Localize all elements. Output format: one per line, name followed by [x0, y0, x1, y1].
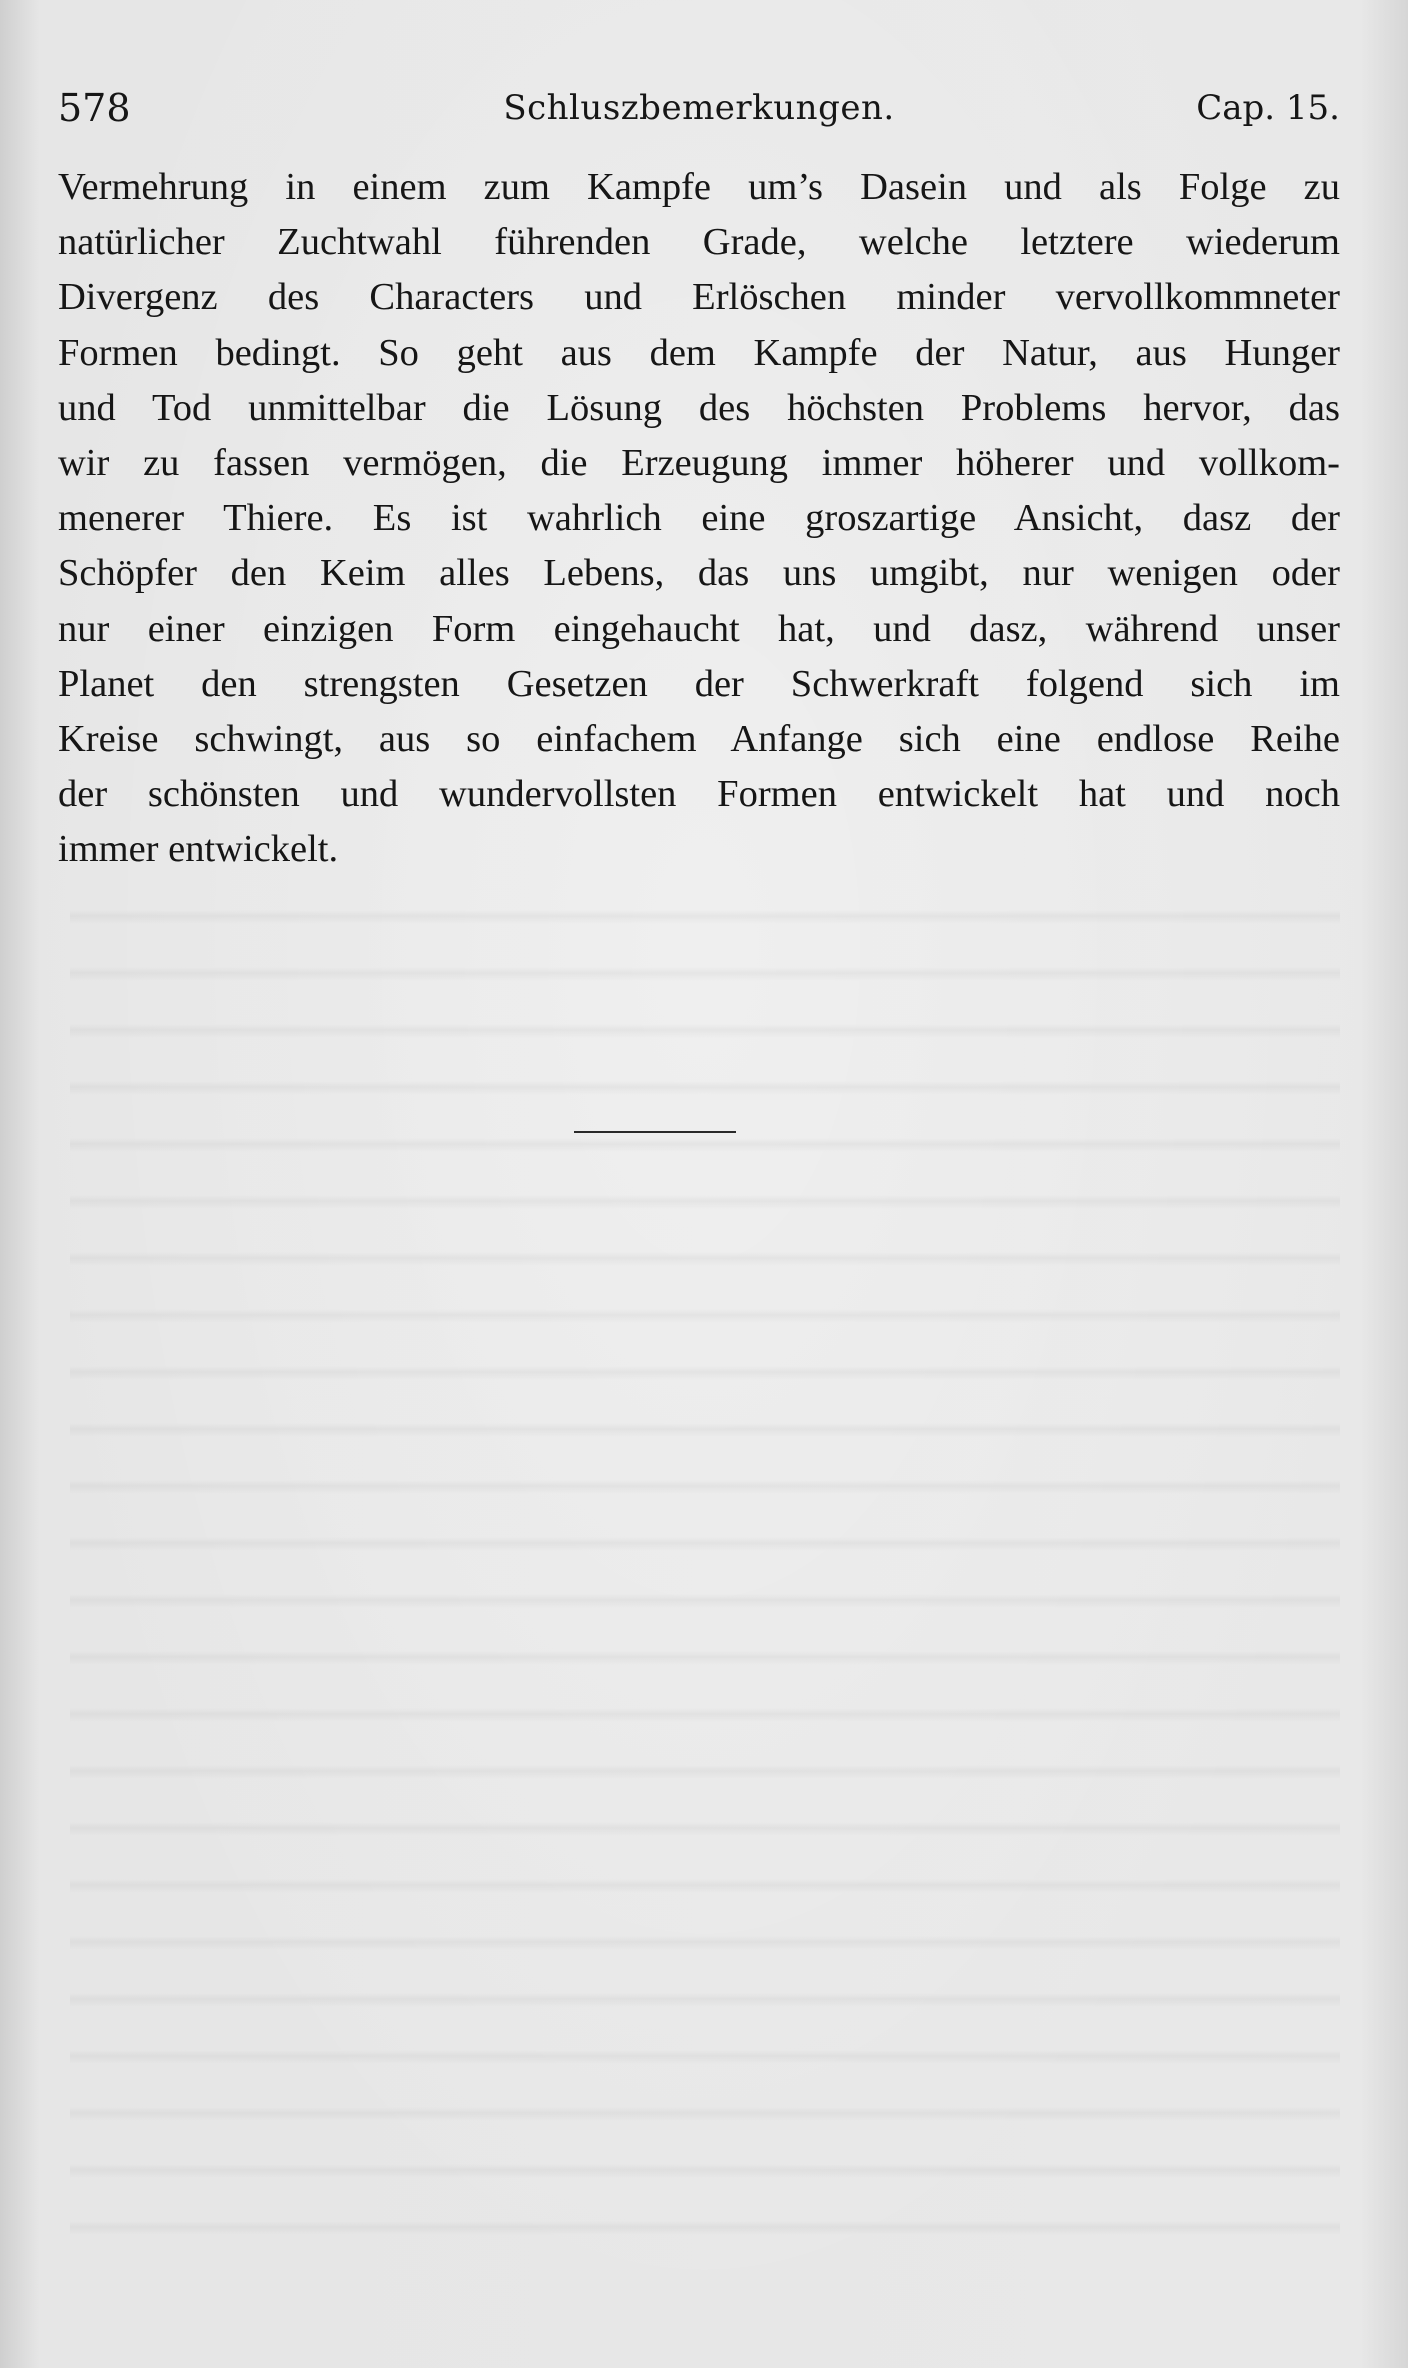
- text-line-last: immer entwickelt.: [58, 828, 339, 871]
- running-title: Schluszbemerkungen.: [503, 88, 895, 128]
- page-number: 578: [58, 86, 131, 130]
- text-line: Planet den strengsten Gesetzen der Schwerkraft folgend sich im: [58, 662, 1340, 705]
- body-paragraph: [58, 160, 1340, 877]
- text-line: nur einer einzigen Form eingehaucht hat, und dasz, während unser: [58, 607, 1340, 650]
- text-line: Vermehrung in einem zum Kampfe um’s Dasein und als Folge zu: [58, 166, 1340, 208]
- section-end-rule: [574, 1131, 736, 1133]
- chapter-label: Cap. 15.: [1196, 88, 1340, 128]
- text-line: menerer Thiere. Es ist wahrlich eine groszartige Ansicht, dasz der: [58, 497, 1340, 540]
- reverse-side-bleed-through: [70, 880, 1340, 2260]
- text-line: und Tod unmittelbar die Lösung des höchsten Problems hervor, das: [58, 386, 1340, 429]
- text-line: Divergenz des Characters und Erlöschen minder vervollkommneter: [58, 276, 1340, 319]
- text-line: der schönsten und wundervollsten Formen entwickelt hat und noch: [58, 773, 1340, 816]
- text-line: wir zu fassen vermögen, die Erzeugung immer höherer und vollkom-: [58, 441, 1340, 484]
- text-line: Schöpfer den Keim alles Lebens, das uns umgibt, nur wenigen oder: [58, 552, 1340, 595]
- running-head: [58, 78, 1340, 138]
- text-line: Kreise schwingt, aus so einfachem Anfange sich eine endlose Reihe: [58, 717, 1340, 760]
- text-line: Formen bedingt. So geht aus dem Kampfe der Natur, aus Hunger: [58, 331, 1340, 374]
- text-line: natürlicher Zuchtwahl führenden Grade, welche letztere wiederum: [58, 221, 1340, 264]
